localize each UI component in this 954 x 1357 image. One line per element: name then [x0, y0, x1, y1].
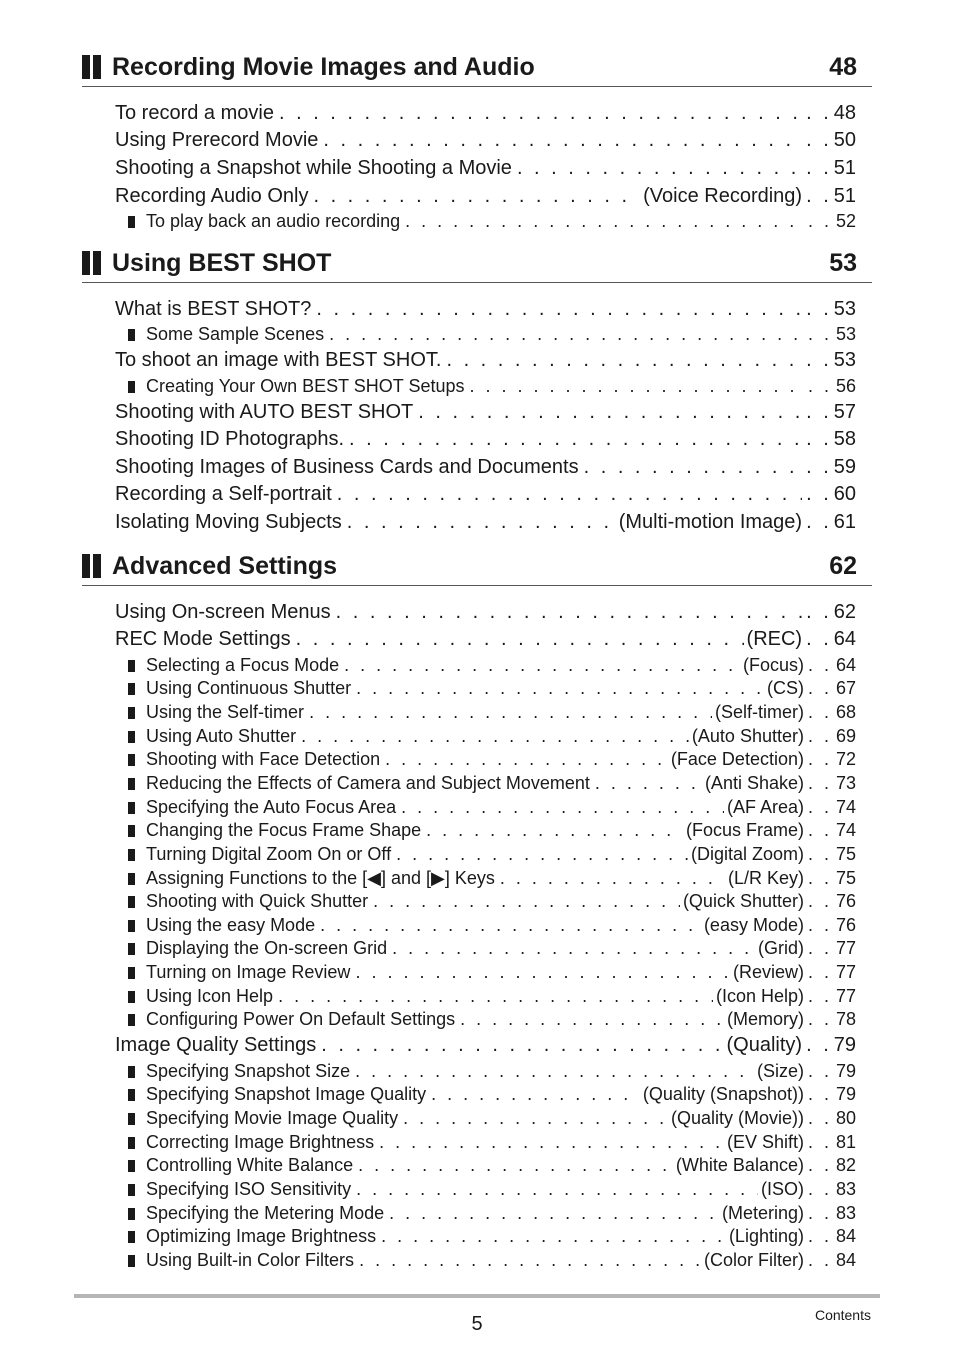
entry-page: 74	[835, 820, 856, 840]
toc-subentry[interactable]	[128, 867, 856, 889]
dot-leader	[273, 985, 713, 1007]
dot-leader	[342, 510, 616, 534]
dot-leader-tail: . .	[807, 797, 832, 817]
bullet-icon	[128, 778, 135, 790]
entry-page: 75	[835, 844, 856, 864]
bullet-icon	[128, 1066, 135, 1078]
toc-subentry[interactable]	[128, 1060, 856, 1082]
entry-label: Recording a Self-portrait	[115, 483, 332, 505]
toc-subentry[interactable]	[128, 1107, 856, 1129]
dot-leader	[590, 772, 702, 794]
entry-note: (ISO)	[760, 1179, 804, 1199]
entry-label: Shooting with Quick Shutter	[146, 891, 369, 911]
page-number: 5	[471, 1313, 483, 1335]
entry-label: Turning Digital Zoom On or Off	[146, 844, 392, 864]
dot-leader	[387, 937, 755, 959]
entry-page: 53	[835, 324, 856, 344]
bullet-icon	[128, 1089, 135, 1101]
dot-leader	[368, 890, 680, 912]
dot-leader-tail: . .	[807, 324, 832, 344]
entry-label: Using the easy Mode	[146, 915, 316, 935]
entry-label: What is BEST SHOT?	[115, 298, 312, 320]
entry-label: REC Mode Settings	[115, 628, 291, 650]
footer-divider	[74, 1294, 880, 1298]
entry-note: (Lighting)	[728, 1226, 804, 1246]
toc-subentry[interactable]	[128, 210, 856, 232]
entry-label: Correcting Image Brightness	[146, 1132, 375, 1152]
entry-label: Changing the Focus Frame Shape	[146, 820, 422, 840]
dot-leader-tail: . .	[807, 376, 832, 396]
dot-leader	[426, 1083, 640, 1105]
entry-note: (Icon Help)	[715, 986, 804, 1006]
dot-leader	[324, 323, 804, 345]
toc-subentry[interactable]	[128, 1178, 856, 1200]
entry-page: 80	[835, 1108, 856, 1128]
entry-note: (Quality)	[726, 1034, 803, 1056]
dot-leader-tail: . .	[807, 1132, 832, 1152]
dot-leader-tail: . .	[807, 844, 832, 864]
section-marker-icon	[82, 251, 102, 275]
entry-page: 77	[835, 962, 856, 982]
entry-note: (CS)	[766, 678, 804, 698]
bullet-icon	[128, 991, 135, 1003]
dot-leader	[308, 184, 640, 208]
toc-entry[interactable]	[115, 297, 856, 321]
entry-page: 60	[833, 483, 856, 505]
dot-leader	[400, 210, 804, 232]
entry-label: Recording Audio Only	[115, 185, 309, 207]
entry-note: (Anti Shake)	[704, 773, 804, 793]
entry-page: 84	[835, 1250, 856, 1270]
toc-entry[interactable]	[115, 128, 856, 152]
dot-leader-tail: . .	[807, 1009, 832, 1029]
entry-page: 58	[833, 428, 856, 450]
toc-entry[interactable]	[115, 184, 856, 208]
entry-label: Specifying Snapshot Size	[146, 1061, 351, 1081]
bullet-icon	[128, 1184, 135, 1196]
section-title: Using BEST SHOT	[112, 249, 332, 277]
bullet-icon	[128, 943, 135, 955]
dot-leader	[579, 455, 802, 479]
toc-entry[interactable]	[115, 156, 856, 180]
dot-leader-tail: . .	[807, 820, 832, 840]
toc-subentry[interactable]	[128, 914, 856, 936]
dot-leader-tail: . .	[806, 628, 832, 650]
dot-leader	[495, 867, 725, 889]
dot-leader	[274, 101, 802, 125]
entry-page: 69	[835, 726, 856, 746]
toc-entry[interactable]	[115, 427, 856, 451]
dot-leader	[350, 961, 730, 983]
entry-note: (easy Mode)	[703, 915, 804, 935]
entry-label: Using the Self-timer	[146, 702, 305, 722]
entry-page: 51	[833, 157, 856, 179]
entry-page: 81	[835, 1132, 856, 1152]
bullet-icon	[128, 873, 135, 885]
dot-leader	[396, 796, 724, 818]
section-title: Recording Movie Images and Audio	[112, 53, 535, 81]
entry-page: 79	[835, 1061, 856, 1081]
dot-leader	[512, 156, 802, 180]
dot-leader-tail: . .	[806, 456, 832, 478]
toc-subentry[interactable]	[128, 1083, 856, 1105]
footer-section-label: Contents	[814, 1307, 871, 1323]
toc-entry[interactable]	[115, 510, 856, 534]
toc-entry[interactable]	[115, 455, 856, 479]
dot-leader-tail: . .	[807, 1155, 832, 1175]
entry-page: 83	[835, 1179, 856, 1199]
toc-subentry[interactable]	[128, 985, 856, 1007]
entry-note: (Quality (Movie))	[670, 1108, 804, 1128]
dot-leader-tail: . .	[807, 1250, 832, 1270]
dot-leader-tail: . .	[807, 726, 832, 746]
entry-label: Turning on Image Review	[146, 962, 351, 982]
bullet-icon	[128, 216, 135, 228]
bullet-icon	[128, 802, 135, 814]
dot-leader-tail: . .	[807, 211, 832, 231]
entry-page: 64	[833, 628, 856, 650]
dot-leader	[339, 654, 740, 676]
entry-page: 57	[833, 401, 856, 423]
entry-label: Displaying the On-screen Grid	[146, 938, 388, 958]
dot-leader	[332, 482, 802, 506]
dot-leader-tail: . .	[806, 157, 832, 179]
entry-label: Using Continuous Shutter	[146, 678, 352, 698]
entry-page: 76	[835, 915, 856, 935]
dot-leader-tail: . .	[807, 962, 832, 982]
dot-leader-tail: . .	[806, 298, 832, 320]
bullet-icon	[128, 967, 135, 979]
toc-subentry[interactable]	[128, 1154, 856, 1176]
entry-note: (Grid)	[757, 938, 804, 958]
bullet-icon	[128, 849, 135, 861]
entry-label: Shooting a Snapshot while Shooting a Movie	[115, 157, 512, 179]
entry-page: 51	[833, 185, 856, 207]
dot-leader-tail: . .	[807, 749, 832, 769]
dot-leader	[413, 400, 802, 424]
section-header	[82, 248, 872, 283]
toc-subentry[interactable]	[128, 725, 856, 747]
entry-label: Using Prerecord Movie	[115, 129, 319, 151]
entry-page: 64	[835, 655, 856, 675]
entry-label: Optimizing Image Brightness	[146, 1226, 377, 1246]
entry-note: (Face Detection)	[670, 749, 804, 769]
dot-leader-tail: . .	[807, 868, 832, 888]
dot-leader-tail: . .	[807, 1084, 832, 1104]
entry-label: Specifying ISO Sensitivity	[146, 1179, 352, 1199]
entry-label: To record a movie	[115, 102, 274, 124]
toc-subentry[interactable]	[128, 1131, 856, 1153]
toc-entry[interactable]	[115, 101, 856, 125]
toc-entry[interactable]	[115, 1033, 856, 1057]
entry-page: 68	[835, 702, 856, 722]
toc-subentry[interactable]	[128, 796, 856, 818]
dot-leader-tail: . .	[807, 702, 832, 722]
dot-leader	[304, 701, 712, 723]
toc-subentry[interactable]	[128, 323, 856, 345]
entry-label: Shooting Images of Business Cards and Documents	[115, 456, 579, 478]
dot-leader-tail: . .	[807, 1061, 832, 1081]
entry-page: 82	[835, 1155, 856, 1175]
entry-page: 59	[833, 456, 856, 478]
entry-label: Using Icon Help	[146, 986, 274, 1006]
section-header	[82, 52, 872, 87]
entry-page: 56	[835, 376, 856, 396]
toc-subentry[interactable]	[128, 843, 856, 865]
section-page: 53	[829, 249, 857, 277]
dot-leader-tail: . .	[806, 401, 832, 423]
toc-subentry[interactable]	[128, 1008, 856, 1030]
bullet-icon	[128, 1160, 135, 1172]
dot-leader	[353, 1154, 673, 1176]
toc-subentry[interactable]	[128, 1225, 856, 1247]
entry-note: (L/R Key)	[727, 868, 804, 888]
entry-page: 50	[833, 129, 856, 151]
entry-note: (Size)	[756, 1061, 804, 1081]
dot-leader	[455, 1008, 724, 1030]
dot-leader-tail: . .	[807, 1108, 832, 1128]
entry-label: Creating Your Own BEST SHOT Setups	[146, 376, 465, 396]
dot-leader	[376, 1225, 726, 1247]
toc-subentry[interactable]	[128, 961, 856, 983]
entry-page: 84	[835, 1226, 856, 1246]
entry-label: Controlling White Balance	[146, 1155, 354, 1175]
dot-leader	[374, 1131, 724, 1153]
entry-note: (REC)	[746, 628, 803, 650]
toc-subentry[interactable]	[128, 1202, 856, 1224]
dot-leader	[441, 348, 802, 372]
dot-leader-tail: . .	[806, 511, 832, 533]
section-marker-icon	[82, 554, 102, 578]
entry-label: Specifying the Auto Focus Area	[146, 797, 397, 817]
entry-page: 83	[835, 1203, 856, 1223]
bullet-icon	[128, 1137, 135, 1149]
dot-leader	[344, 427, 802, 451]
dot-leader	[318, 128, 802, 152]
dot-leader	[350, 1060, 754, 1082]
entry-note: (Memory)	[726, 1009, 804, 1029]
entry-label: Reducing the Effects of Camera and Subject Movement	[146, 773, 590, 793]
dot-leader	[380, 748, 668, 770]
entry-label: Shooting with AUTO BEST SHOT	[115, 401, 414, 423]
bullet-icon	[128, 1208, 135, 1220]
dot-leader-tail: . .	[807, 938, 832, 958]
dot-leader	[316, 1033, 723, 1057]
entry-label: Some Sample Scenes	[146, 324, 325, 344]
bullet-icon	[128, 1014, 135, 1026]
dot-leader-tail: . .	[806, 185, 832, 207]
entry-page: 72	[835, 749, 856, 769]
entry-page: 53	[833, 298, 856, 320]
dot-leader	[351, 677, 764, 699]
entry-label: Image Quality Settings	[115, 1034, 317, 1056]
entry-note: (Quality (Snapshot))	[642, 1084, 804, 1104]
entry-page: 79	[833, 1034, 856, 1056]
entry-note: (Voice Recording)	[643, 185, 803, 207]
entry-label: Shooting ID Photographs.	[115, 428, 345, 450]
dot-leader-tail: . .	[807, 773, 832, 793]
dot-leader-tail: . .	[806, 483, 832, 505]
entry-note: (AF Area)	[726, 797, 804, 817]
toc-subentry[interactable]	[128, 772, 856, 794]
dot-leader-tail: . .	[806, 428, 832, 450]
entry-page: 53	[833, 349, 856, 371]
dot-leader	[311, 297, 802, 321]
dot-leader	[421, 819, 683, 841]
dot-leader-tail: . .	[807, 655, 832, 675]
entry-label: To play back an audio recording	[146, 211, 401, 231]
entry-page: 48	[833, 102, 856, 124]
dot-leader	[331, 600, 802, 624]
entry-page: 79	[835, 1084, 856, 1104]
dot-leader	[354, 1249, 701, 1271]
entry-note: (Color Filter)	[703, 1250, 804, 1270]
dot-leader-tail: . .	[807, 1203, 832, 1223]
entry-label: Using Built-in Color Filters	[146, 1250, 355, 1270]
entry-note: (Quick Shutter)	[682, 891, 804, 911]
bullet-icon	[128, 1231, 135, 1243]
entry-page: 61	[833, 511, 856, 533]
bullet-icon	[128, 381, 135, 393]
dot-leader-tail: . .	[806, 129, 832, 151]
entry-page: 62	[833, 601, 856, 623]
dot-leader-tail: . .	[806, 601, 832, 623]
toc-entry[interactable]	[115, 348, 856, 372]
toc-subentry[interactable]	[128, 748, 856, 770]
entry-note: (Review)	[732, 962, 804, 982]
toc-entry[interactable]	[115, 600, 856, 624]
bullet-icon	[128, 754, 135, 766]
dot-leader	[384, 1202, 719, 1224]
dot-leader-tail: . .	[806, 349, 832, 371]
section-title: Advanced Settings	[112, 552, 338, 580]
section-page: 48	[829, 53, 857, 81]
entry-label: Configuring Power On Default Settings	[146, 1009, 456, 1029]
entry-label: Specifying Movie Image Quality	[146, 1108, 399, 1128]
bullet-icon	[128, 660, 135, 672]
bullet-icon	[128, 683, 135, 695]
entry-label: Specifying the Metering Mode	[146, 1203, 385, 1223]
dot-leader	[398, 1107, 668, 1129]
dot-leader-tail: . .	[807, 915, 832, 935]
entry-label: Selecting a Focus Mode	[146, 655, 340, 675]
bullet-icon	[128, 329, 135, 341]
bullet-icon	[128, 707, 135, 719]
entry-note: (Metering)	[721, 1203, 804, 1223]
entry-note: (Self-timer)	[714, 702, 804, 722]
toc-subentry[interactable]	[128, 677, 856, 699]
toc-subentry[interactable]	[128, 819, 856, 841]
bullet-icon	[128, 825, 135, 837]
dot-leader	[391, 843, 688, 865]
section-marker-icon	[82, 55, 102, 79]
dot-leader-tail: . .	[807, 891, 832, 911]
entry-page: 76	[835, 891, 856, 911]
toc-entry[interactable]	[115, 482, 856, 506]
toc-subentry[interactable]	[128, 375, 856, 397]
entry-label: Assigning Functions to the [◀] and [▶] Keys	[146, 868, 495, 888]
dot-leader	[296, 725, 689, 747]
bullet-icon	[128, 1113, 135, 1125]
entry-label: To shoot an image with BEST SHOT.	[115, 349, 442, 371]
entry-note: (Multi-motion Image)	[618, 511, 803, 533]
entry-note: (White Balance)	[675, 1155, 804, 1175]
entry-label: Using On-screen Menus	[115, 601, 331, 623]
toc-subentry[interactable]	[128, 937, 856, 959]
dot-leader-tail: . .	[806, 1034, 832, 1056]
toc-subentry[interactable]	[128, 654, 856, 676]
bullet-icon	[128, 1255, 135, 1267]
entry-page: 73	[835, 773, 856, 793]
toc-entry[interactable]	[115, 627, 856, 651]
toc-subentry[interactable]	[128, 1249, 856, 1271]
entry-note: (Focus Frame)	[685, 820, 804, 840]
entry-label: Using Auto Shutter	[146, 726, 297, 746]
entry-note: (Digital Zoom)	[690, 844, 804, 864]
entry-page: 52	[835, 211, 856, 231]
dot-leader-tail: . .	[807, 986, 832, 1006]
entry-label: Specifying Snapshot Image Quality	[146, 1084, 427, 1104]
dot-leader	[351, 1178, 758, 1200]
entry-note: (Focus)	[742, 655, 804, 675]
entry-label: Shooting with Face Detection	[146, 749, 381, 769]
bullet-icon	[128, 920, 135, 932]
entry-page: 77	[835, 986, 856, 1006]
entry-page: 75	[835, 868, 856, 888]
bullet-icon	[128, 896, 135, 908]
dot-leader	[291, 627, 744, 651]
entry-label: Isolating Moving Subjects	[115, 511, 342, 533]
entry-page: 77	[835, 938, 856, 958]
dot-leader-tail: . .	[807, 1179, 832, 1199]
section-header	[82, 551, 872, 586]
entry-page: 67	[835, 678, 856, 698]
entry-note: (EV Shift)	[726, 1132, 804, 1152]
section-page: 62	[829, 552, 857, 580]
toc-subentry[interactable]	[128, 890, 856, 912]
entry-page: 74	[835, 797, 856, 817]
dot-leader-tail: . .	[806, 102, 832, 124]
entry-page: 78	[835, 1009, 856, 1029]
toc-entry[interactable]	[115, 400, 856, 424]
bullet-icon	[128, 731, 135, 743]
dot-leader	[315, 914, 701, 936]
dot-leader-tail: . .	[807, 678, 832, 698]
dot-leader	[465, 375, 804, 397]
entry-note: (Auto Shutter)	[691, 726, 804, 746]
dot-leader-tail: . .	[807, 1226, 832, 1246]
toc-subentry[interactable]	[128, 701, 856, 723]
